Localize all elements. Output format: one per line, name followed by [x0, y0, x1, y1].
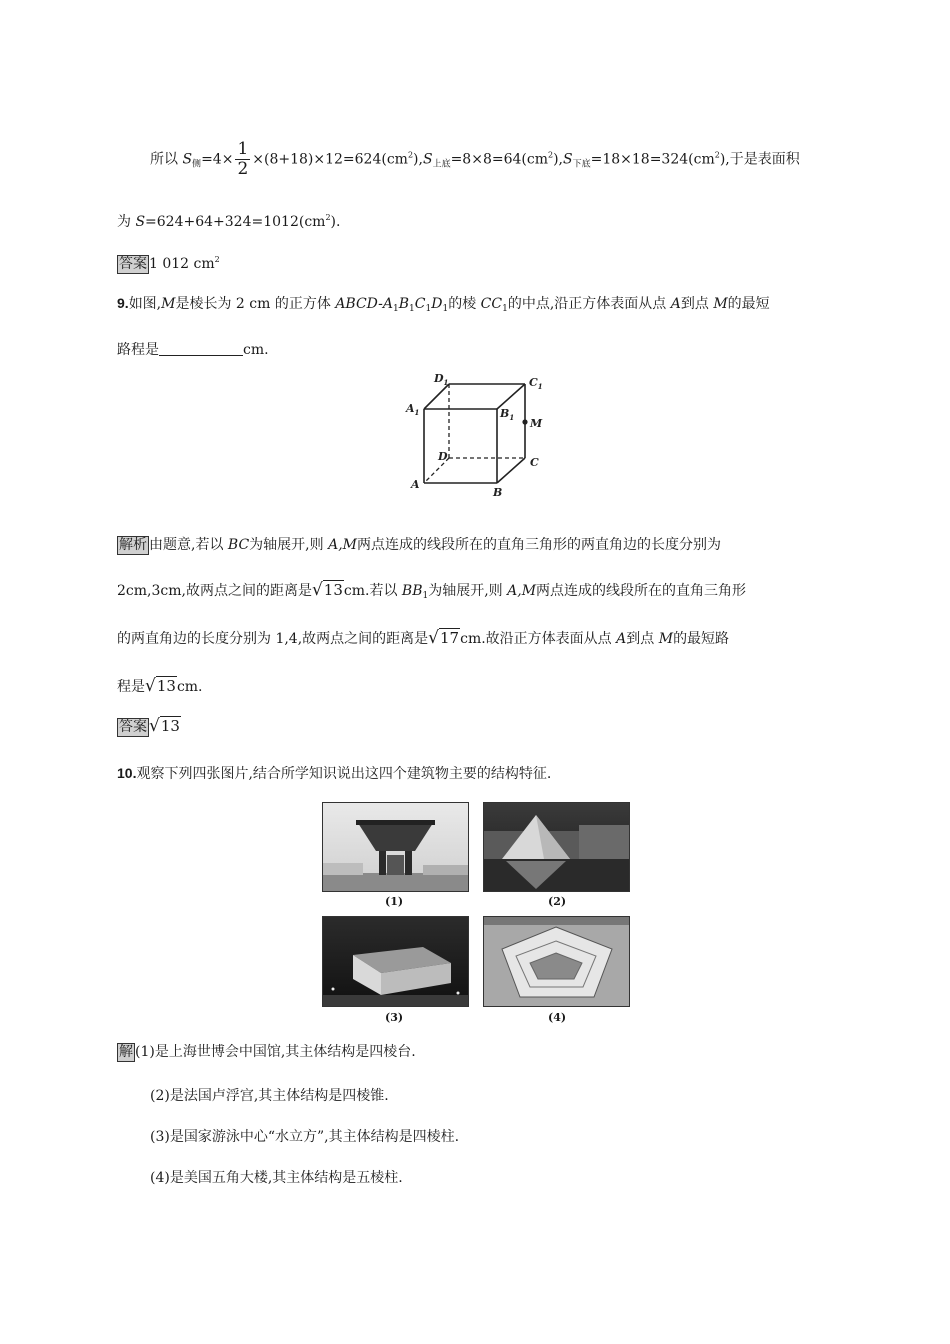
answer-tag: 答案	[119, 256, 147, 272]
q9-analysis-line2: 2cm,3cm,故两点之间的距离是√13cm.若以 $BB_1$为轴展开,则 A,M两点连成的线段所在的直角三角形	[117, 580, 747, 601]
caption-2: (2)	[548, 895, 567, 908]
q9-analysis-line3: 的两直角边的长度分别为 1,4,故两点之间的距离是√17cm.故沿正方体表面从点 A到点 M的最短路	[117, 628, 730, 648]
photo-china-pavilion	[322, 802, 469, 892]
caption-3: (3)	[385, 1011, 404, 1024]
analysis-tag: 解析	[119, 537, 147, 553]
q8-surface-line2: 为 $S=624+64+324=1012(cm^2)$.	[117, 213, 341, 230]
label-D: D	[438, 450, 448, 463]
sqrt-13: √13	[311, 580, 343, 600]
edge-B1C1	[497, 384, 525, 409]
caption-4: (4)	[548, 1011, 567, 1024]
photo-pentagon	[483, 916, 630, 1007]
fraction-one-half: $\frac{1}{2}$	[237, 139, 249, 179]
sqrt-13: √13	[145, 676, 176, 696]
edge-A1D1	[424, 384, 449, 409]
photo-water-cube	[322, 916, 469, 1007]
label-C1: $C_1$	[529, 376, 543, 391]
q9-answer	[117, 716, 181, 737]
label-D1: $D_1$	[434, 372, 449, 387]
solution-tag: 解	[119, 1044, 133, 1060]
q9-analysis-line4: 程是√13cm.	[117, 676, 203, 696]
caption-1: (1)	[385, 895, 404, 908]
label-B1: $B_1$	[500, 407, 515, 422]
cube-figure	[400, 372, 560, 502]
label-C: C	[530, 456, 539, 469]
q9-stem-line1: 9.如图,M是棱长为 2 cm 的正方体 ABCD-$A_1B_1C_1D_1$的棱 $CC_1$的中点,沿正方体表面从点 A到点 M的最短	[117, 295, 770, 314]
q8-surface-line1: 所以 $S_侧=4\times$ $\frac{1}{2}$ $\times(8+18)\times 12=624(cm^2),S_{上底}=8\times 8=64(cm^2),S_{下底}=18\times 18=324(cm^2)$,于是表面积	[150, 139, 800, 179]
label-M: M	[530, 417, 543, 430]
q8-answer: 答案 1 012 $cm^2$	[119, 255, 220, 272]
q9-analysis-line1: 解析 由题意,若以 BC为轴展开,则 A,M两点连成的线段所在的直角三角形的两直角边的长度分别为	[119, 537, 721, 553]
q10-solution-1: 解 (1)是上海世博会中国馆,其主体结构是四棱台.	[119, 1044, 416, 1060]
photo-louvre-pyramid	[483, 802, 630, 892]
edge-BC	[497, 458, 525, 483]
point-M	[522, 419, 527, 424]
label-A: A	[411, 478, 420, 491]
q10-solution-3: (3)是国家游泳中心“水立方”,其主体结构是四棱柱.	[150, 1129, 460, 1145]
label-A1: $A_1$	[406, 402, 420, 417]
q10-solution-2: (2)是法国卢浮宫,其主体结构是四棱锥.	[150, 1088, 389, 1104]
sqrt-13: √13	[149, 716, 180, 736]
answer-tag: 答案	[119, 719, 147, 735]
answer-blank[interactable]	[159, 341, 243, 356]
sqrt-17: √17	[428, 628, 460, 648]
q9-stem-line2: 路程是 cm.	[117, 342, 269, 358]
q10-stem: 10.观察下列四张图片,结合所学知识说出这四个建筑物主要的结构特征.	[117, 765, 552, 782]
q10-solution-4: (4)是美国五角大楼,其主体结构是五棱柱.	[150, 1170, 403, 1186]
label-B: B	[493, 486, 503, 499]
